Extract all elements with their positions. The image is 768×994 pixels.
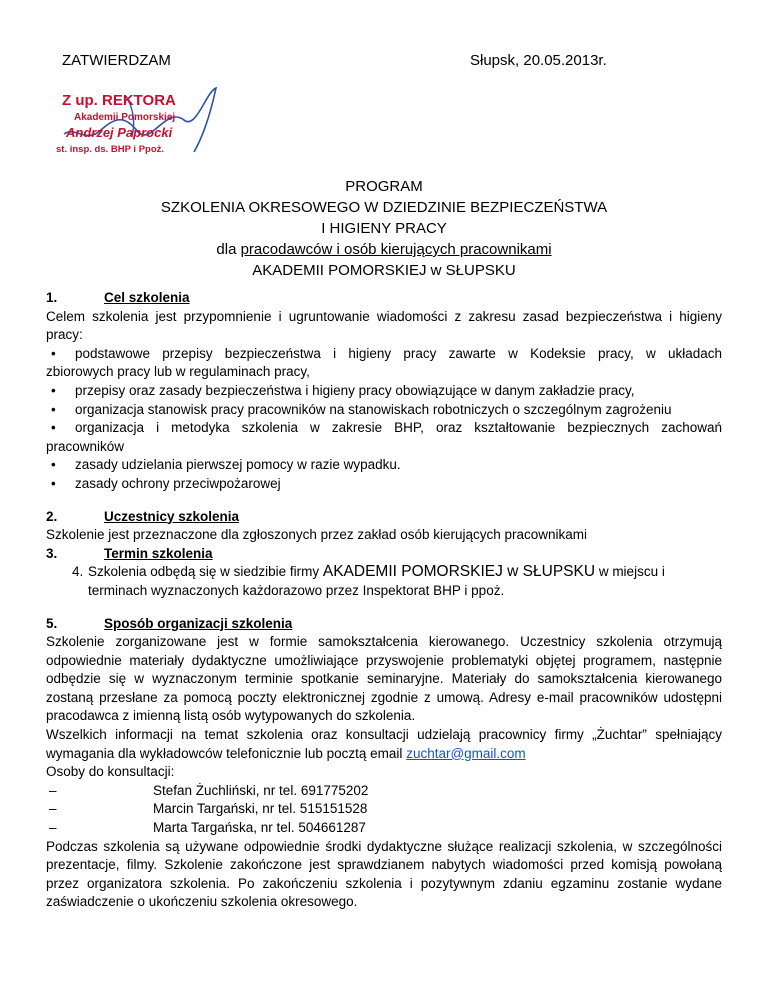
list-item-continuation: pracowników <box>46 438 125 454</box>
title-line-1: PROGRAM <box>345 178 423 195</box>
stamp-line-2: Akademii Pomorskiej <box>74 112 176 123</box>
contact-item: – Marta Targańska, nr tel. 504661287 <box>49 820 366 836</box>
list-item: • zasady ochrony przeciwpożarowej <box>51 475 281 491</box>
rector-stamp <box>56 86 231 158</box>
stamp-line-3: Andrzej Paprocki <box>66 125 173 140</box>
title-line-5: AKADEMII POMORSKIEJ w SŁUPSKU <box>252 262 516 279</box>
title-line-4: dla pracodawców i osób kierujących pracownikami <box>216 241 552 258</box>
stamp-line-1: Z up. REKTORA <box>62 92 176 109</box>
section-5-paragraph-1: Szkolenie zorganizowane jest w formie samokształcenia kierowanego. Uczestnicy szkolenia otrzymują odpowiednie materiały dydaktyczne umożliwiające przyswojenie problematyki objętej programem, następnie odbędzie się w wyznaczonym terminie spotkanie seminaryjne. Materiały do samokształcenia kierowanego zostaną przesłane za pomocą poczty elektronicznej zgodnie z umową. Adresy e-mail pracowników udostępni pracodawca z imienną listą osób wytypowanych do szkolenia. <box>46 634 722 724</box>
section-5-paragraph-3: Podczas szkolenia są używane odpowiednie środki dydaktyczne służące realizacji szkolenia, w szczególności prezentacje, filmy. Szkolenie zakończone jest sprawdzianem nabytych wiadomości przed komisją powołaną przez organizatora szkolenia. Po zakończeniu szkolenia i pozytywnym zdaniu egzaminu zostanie wydane zaświadczenie o ukończeniu szkolenia okresowego. <box>46 838 722 910</box>
title-line-2: SZKOLENIA OKRESOWEGO W DZIEDZINIE BEZPIECZEŃSTWA <box>160 199 608 216</box>
section-5-heading: 5. Sposób organizacji szkolenia <box>46 615 293 631</box>
section-2-text: Szkolenie jest przeznaczone dla zgłoszonych przez zakład osób kierujących pracownikami <box>46 527 588 543</box>
section-2-heading: 2. Uczestnicy szkolenia <box>46 508 240 524</box>
section-1-heading: 1. Cel szkolenia <box>46 290 190 305</box>
list-item: • zasady udzielania pierwszej pomocy w razie wypadku. <box>51 457 401 473</box>
document-title <box>0 176 768 281</box>
section-3-heading: 3. Termin szkolenia <box>46 545 213 561</box>
section-5-paragraph-2: Wszelkich informacji na temat szkolenia oraz konsultacji udzielają pracownicy firmy „Żuchtar” spełniający wymagania dla wykładowców telefonicznie lub pocztą email zuchtar@gmail.com <box>46 727 722 761</box>
list-item: • organizacja i metodyka szkolenia w zakresie BHP, oraz kształtowanie bezpiecznych zachowań <box>51 420 722 436</box>
document-body <box>46 289 722 912</box>
place-date: Słupsk, 20.05.2013r. <box>470 52 607 69</box>
section-4-item: 4. Szkolenia odbędą się w siedzibie firmy AKADEMII POMORSKIEJ w SŁUPSKU w miejscu i terminach wyznaczonych każdorazowo przez Inspektorat BHP i ppoż. <box>72 563 665 598</box>
list-item: • organizacja stanowisk pracy pracowników na stanowiskach robotniczych o szczególnym zagrożeniu <box>51 401 672 417</box>
list-item: • przepisy oraz zasady bezpieczeństwa i higieny pracy obowiązujące w danym zakładzie pracy, <box>51 382 635 398</box>
contact-item: – Stefan Żuchliński, nr tel. 691775202 <box>49 782 369 798</box>
consult-label: Osoby do konsultacji: <box>46 764 175 780</box>
stamp-line-4: st. insp. ds. BHP i Ppoż. <box>56 144 165 155</box>
email-link[interactable]: zuchtar@gmail.com <box>406 745 526 761</box>
title-line-3: I HIGIENY PRACY <box>321 220 447 237</box>
section-1-intro: Celem szkolenia jest przypomnienie i ugruntowanie wiadomości z zakresu zasad bezpieczeństwa i higieny pracy: <box>46 308 722 343</box>
contact-item: – Marcin Targański, nr tel. 515151528 <box>49 801 368 817</box>
list-item-continuation: zbiorowych pracy lub w regulaminach pracy, <box>46 364 310 380</box>
approval-label: ZATWIERDZAM <box>62 52 171 69</box>
list-item: • podstawowe przepisy bezpieczeństwa i higieny pracy zawarte w Kodeksie pracy, w układach <box>51 345 722 361</box>
